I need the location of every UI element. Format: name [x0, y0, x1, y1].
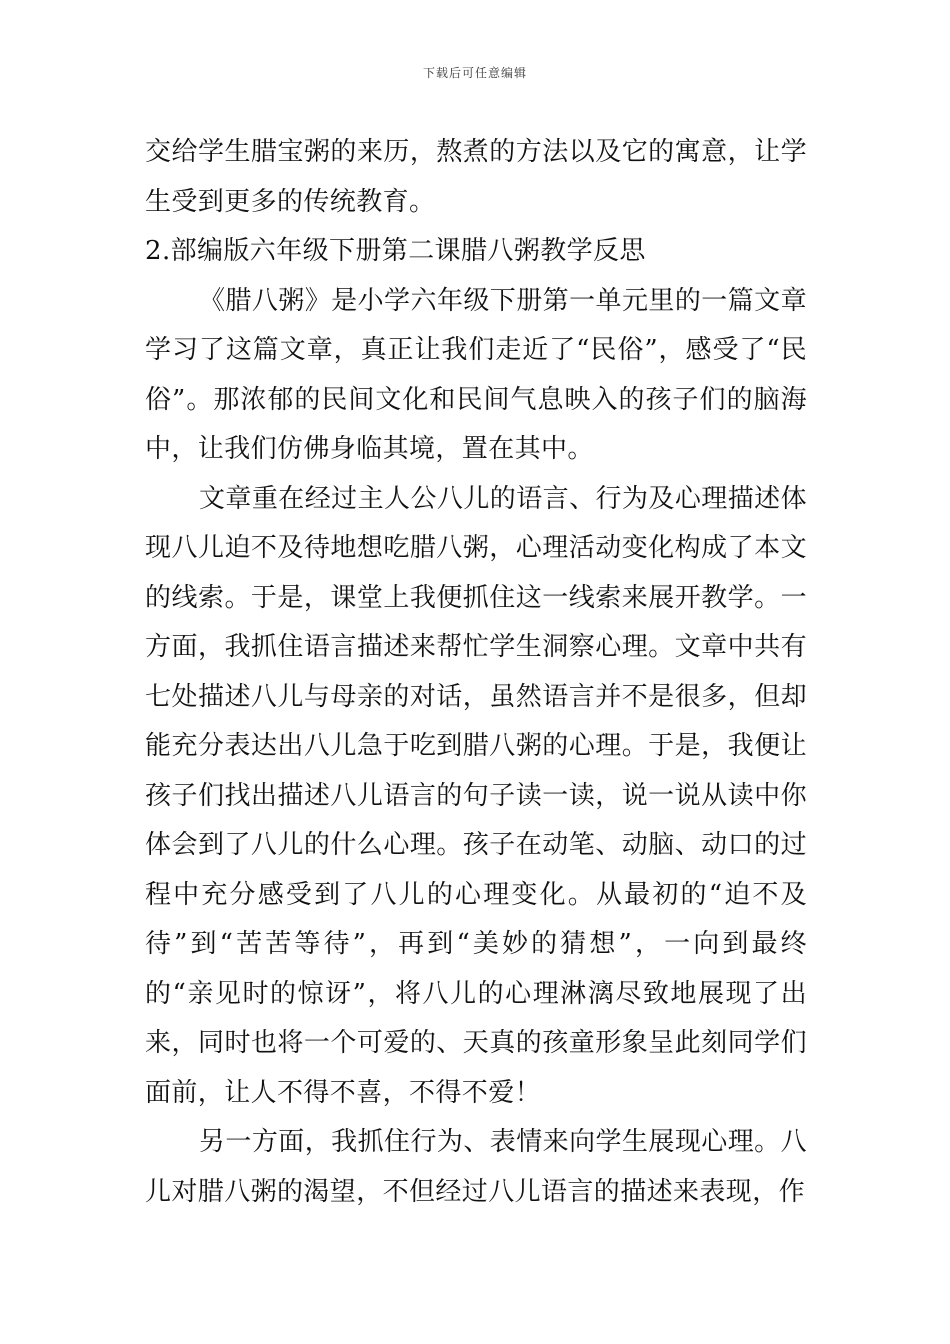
header-note: 下载后可任意编辑: [422, 66, 527, 80]
document-body: [145, 128, 807, 1217]
paragraph-behavior: 另一方面，我抓住行为、表情来向学生展现心理。八儿对腊八粥的渴望，不但经过八儿语言的描述来表现，作: [145, 1127, 807, 1207]
section-heading: 2.部编版六年级下册第二课腊八粥教学反思: [145, 236, 646, 266]
paragraph-intro: 《腊八粥》是小学六年级下册第一单元里的一篇文章学习了这篇文章，真正让我们走近了“民俗”，感受了“民俗”。那浓郁的民间文化和民间气息映入的孩子们的脑海中，让我们仿佛身临其境，置在其中。: [145, 285, 807, 464]
paragraph-continuation: 交给学生腊宝粥的来历，熬煮的方法以及它的寓意，让学生受到更多的传统教育。: [145, 137, 807, 217]
paragraph-language: 文章重在经过主人公八儿的语言、行为及心理描述体现八儿迫不及待地想吃腊八粥，心理活动变化构成了本文的线索。于是，课堂上我便抓住这一线索来展开教学。一方面，我抓住语言描述来帮忙学生洞察心理。文章中共有七处描述八儿与母亲的对话，虽然语言并不是很多，但却能充分表达出八儿急于吃到腊八粥的心理。于是，我便让孩子们找出描述八儿语言的句子读一读，说一说从读中你体会到了八儿的什么心理。孩子在动笔、动脑、动口的过程中充分感受到了八儿的心理变化。从最初的“迫不及待”到“苦苦等待”，再到“美妙的猜想”，一向到最终的“亲见时的惊讶”，将八儿的心理淋漓尽致地展现了出来，同时也将一个可爱的、天真的孩童形象呈此刻同学们面前，让人不得不喜，不得不爱！: [145, 483, 807, 1108]
